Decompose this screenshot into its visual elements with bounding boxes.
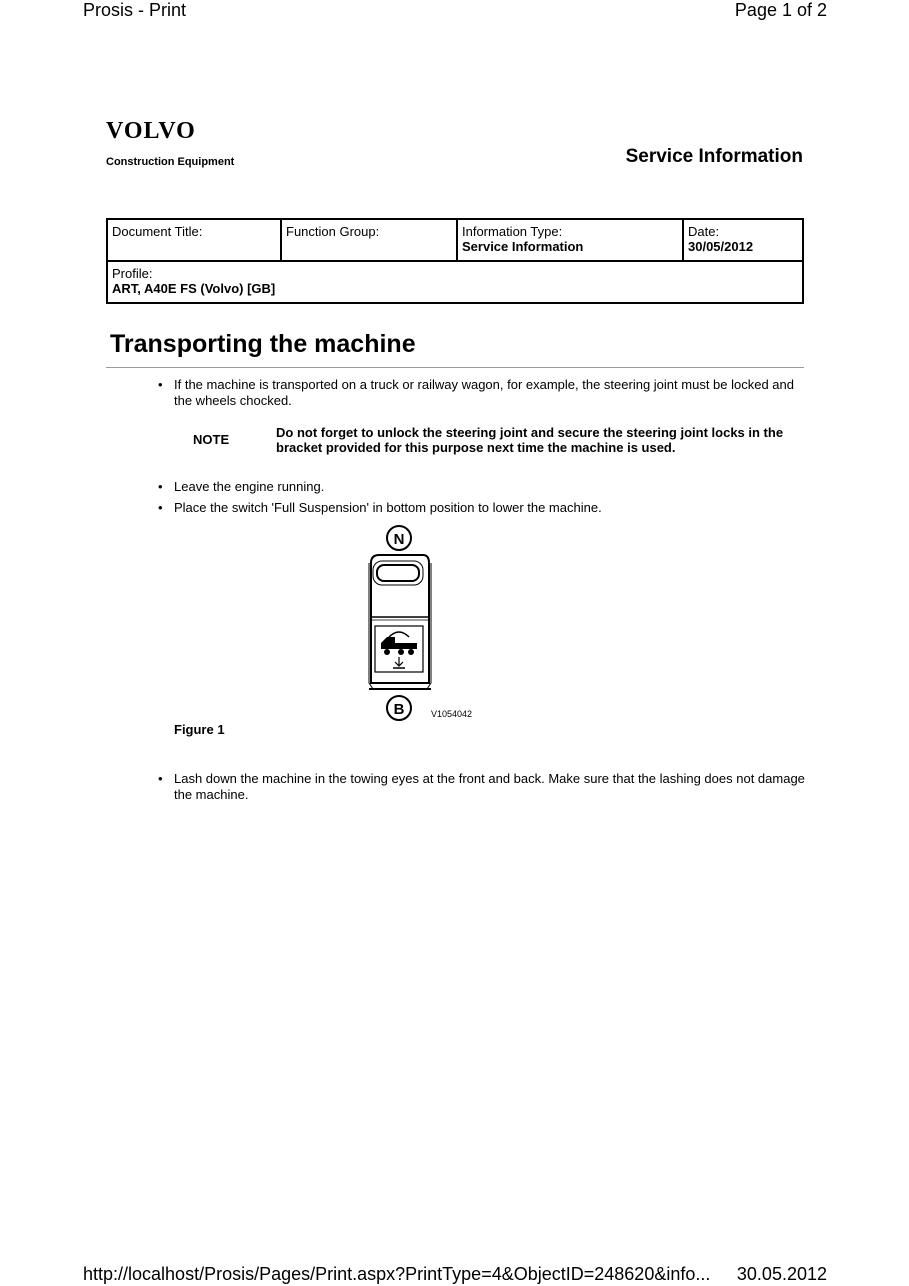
switch-body — [369, 555, 431, 689]
page-title: Transporting the machine — [110, 330, 416, 358]
print-header-title: Prosis - Print — [83, 0, 187, 20]
list-item-text: If the machine is transported on a truck or railway wagon, for example, the steering joint must be locked and the wheels chocked. — [174, 377, 794, 408]
list-item-text: Lash down the machine in the towing eyes at the front and back. Make sure that the lashing does not damage the machine. — [174, 771, 805, 802]
function-group-cell — [281, 219, 457, 261]
bullet-marker: • — [158, 479, 163, 494]
bullet-marker: • — [158, 771, 163, 786]
document-title-cell — [107, 219, 281, 261]
document-title-label: Document Title: — [112, 224, 203, 239]
date-label: Date: — [688, 224, 720, 239]
profile-value: ART, A40E FS (Volvo) [GB] — [112, 281, 276, 296]
heading-divider — [106, 367, 804, 368]
information-type-cell — [457, 219, 683, 261]
footer-url: http://localhost/Prosis/Pages/Print.aspx?PrintType=4&ObjectID=248620&info... — [83, 1264, 711, 1284]
page-number: Page 1 of 2 — [734, 0, 827, 20]
note-text: Do not forget to unlock the steering joint and secure the steering joint locks in the bracket provided for this purpose next time the machine is used. — [276, 425, 784, 455]
footer-date: 30.05.2012 — [736, 1264, 827, 1284]
profile-cell — [107, 261, 803, 303]
n-marker-label: N — [393, 531, 405, 548]
b-marker-label: B — [393, 701, 405, 718]
volvo-logo: VOLVO — [106, 118, 196, 144]
list-item-text: Place the switch 'Full Suspension' in bottom position to lower the machine. — [174, 500, 602, 515]
information-type-value: Service Information — [462, 239, 584, 254]
list-item — [158, 771, 806, 805]
bullet-marker: • — [158, 500, 163, 515]
document-info-table — [106, 218, 804, 304]
bullet-marker: • — [158, 377, 163, 392]
date-value: 30/05/2012 — [688, 239, 754, 254]
figure-caption: Figure 1 — [174, 722, 225, 737]
document-type-title: Service Information — [625, 146, 803, 167]
full-suspension-switch-figure — [355, 523, 475, 725]
profile-label: Profile: — [112, 266, 153, 281]
n-marker — [387, 526, 411, 550]
logo-subtitle: Construction Equipment — [106, 156, 235, 168]
full-suspension-icon — [381, 632, 417, 668]
list-item — [158, 479, 806, 496]
list-item — [158, 500, 806, 517]
information-type-label: Information Type: — [462, 224, 563, 239]
list-item — [158, 377, 806, 411]
date-cell — [683, 219, 803, 261]
b-marker — [387, 696, 411, 720]
list-item-text: Leave the engine running. — [174, 479, 325, 494]
figure-code: V1054042 — [431, 709, 473, 719]
note-label: NOTE — [193, 432, 230, 447]
function-group-label: Function Group: — [286, 224, 380, 239]
